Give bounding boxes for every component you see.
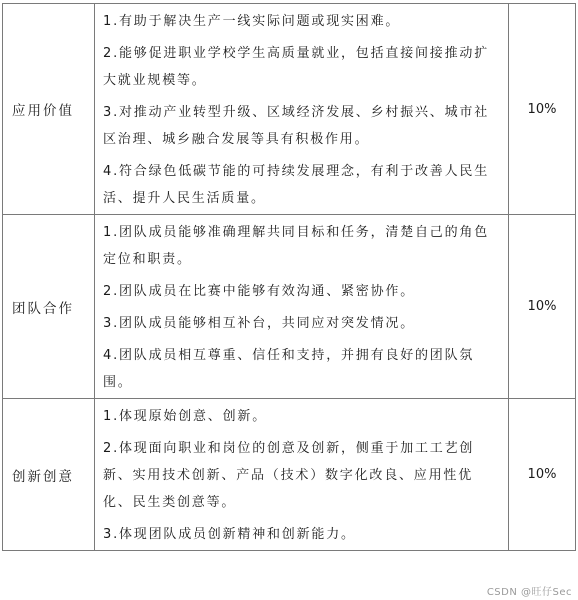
criterion-details — [95, 4, 509, 215]
watermark: CSDN @旺仔Sec — [486, 587, 572, 598]
list-item: 1.有助于解决生产一线实际问题或现实困难。 — [103, 14, 401, 29]
list-item: 3.对推动产业转型升级、区域经济发展、乡村振兴、城市社区治理、城乡融合发展等具有积极作用。 — [103, 105, 490, 147]
criteria-table — [2, 3, 576, 551]
criterion-weight: 10% — [509, 4, 576, 215]
list-item: 2.团队成员在比赛中能够有效沟通、紧密协作。 — [103, 284, 416, 299]
list-item: 1.团队成员能够准确理解共同目标和任务，清楚自己的角色定位和职责。 — [103, 225, 490, 267]
list-item: 3.体现团队成员创新精神和创新能力。 — [103, 527, 356, 542]
list-item: 2.能够促进职业学校学生高质量就业，包括直接间接推动扩大就业规模等。 — [103, 46, 490, 88]
criterion-name: 应用价值 — [3, 4, 95, 215]
table-row — [3, 399, 576, 551]
table-row — [3, 215, 576, 399]
criterion-weight: 10% — [509, 215, 576, 399]
list-item: 2.体现面向职业和岗位的创意及创新，侧重于加工工艺创新、实用技术创新、产品（技术）数字化改良、应用性优化、民生类创意等。 — [103, 441, 475, 510]
list-item: 1.体现原始创意、创新。 — [103, 409, 268, 424]
criterion-details — [95, 215, 509, 399]
list-item: 4.符合绿色低碳节能的可持续发展理念，有利于改善人民生活、提升人民生活质量。 — [103, 164, 490, 206]
list-item: 4.团队成员相互尊重、信任和支持，并拥有良好的团队氛围。 — [103, 348, 475, 390]
table-row — [3, 4, 576, 215]
criterion-weight: 10% — [509, 399, 576, 551]
criterion-name: 团队合作 — [3, 215, 95, 399]
criterion-details — [95, 399, 509, 551]
list-item: 3.团队成员能够相互补台，共同应对突发情况。 — [103, 316, 416, 331]
criterion-name: 创新创意 — [3, 399, 95, 551]
